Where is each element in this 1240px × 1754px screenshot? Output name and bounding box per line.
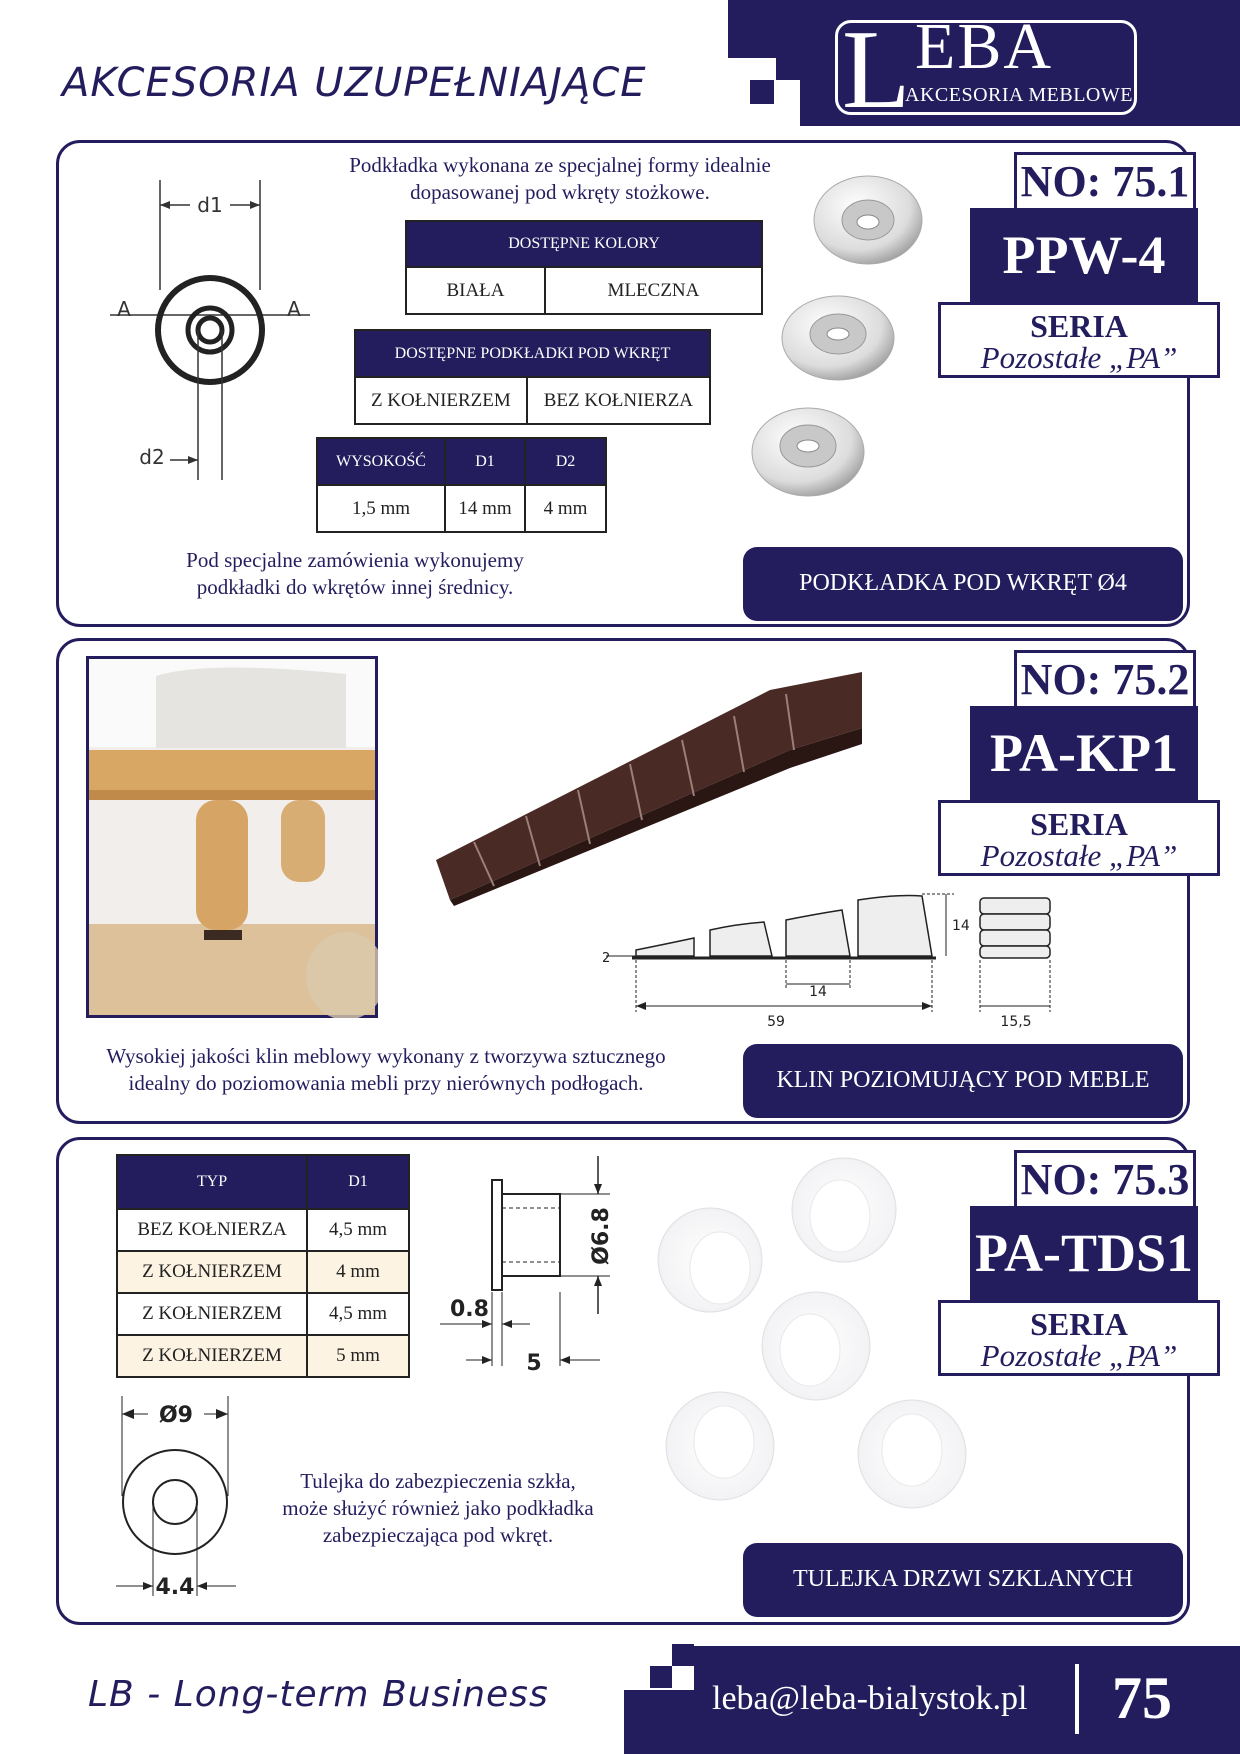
d2-label: d2 <box>139 445 165 469</box>
d1-header: D1 <box>307 1155 409 1209</box>
sleeve-side-drawing <box>430 1150 630 1380</box>
washer-drawing <box>110 170 320 490</box>
washer-with-flange: Z KOŁNIERZEM <box>355 377 527 424</box>
series-label: SERIA <box>1030 308 1128 344</box>
dims-d2: 4 mm <box>525 485 606 532</box>
product-code: PA-TDS1 <box>970 1206 1198 1302</box>
series-box <box>938 800 1220 876</box>
decor-square <box>776 56 800 80</box>
logo-letter: L <box>842 8 911 132</box>
outer-diameter-label: Ø9 <box>158 1403 194 1428</box>
washers-table <box>354 329 711 425</box>
series-name: Pozostałe „PA” <box>980 340 1178 375</box>
washer-without-flange: BEZ KOŁNIERZA <box>527 377 710 424</box>
footer-tagline: LB - Long-term Business <box>88 1674 549 1715</box>
a-left-label: A <box>117 297 131 321</box>
sleeve-photo <box>658 1208 762 1312</box>
product-number: NO: 75.2 <box>1014 650 1196 708</box>
series-box <box>938 302 1220 378</box>
decor-square <box>672 1644 694 1666</box>
series-name: Pozostałe „PA” <box>980 1338 1178 1373</box>
wedge-drawing <box>596 880 1056 1030</box>
sleeve-photo <box>792 1158 896 1262</box>
wedge-width: 15,5 <box>1000 1014 1032 1030</box>
description: Wysokiej jakości klin meblowy wykonany z tworzywa sztucznego idealny do poziomowania mebli przy nierównych podłogach. <box>106 1044 666 1095</box>
header-step <box>728 0 808 58</box>
washer-photo <box>782 296 894 380</box>
description: Tulejka do zabezpieczenia szkła, może służyć również jako podkładka zabezpieczająca pod wkręt. <box>282 1469 594 1547</box>
product-name: KLIN POZIOMUJĄCY POD MEBLE <box>743 1044 1183 1118</box>
logo-letters: EBA <box>915 10 1053 83</box>
dims-header-height: WYSOKOŚĆ <box>317 438 445 485</box>
washer-photo <box>752 408 864 496</box>
sleeve-length-label: 5 <box>526 1351 542 1376</box>
wedge-h-big: 14 <box>952 918 970 934</box>
series-label: SERIA <box>1030 1306 1128 1342</box>
color-milky: MLECZNA <box>545 267 762 314</box>
product-name: PODKŁADKA POD WKRĘT Ø4 <box>743 547 1183 621</box>
washer-photos <box>740 170 930 510</box>
sleeve-photo <box>666 1392 774 1500</box>
product-code: PPW-4 <box>970 208 1198 304</box>
sleeve-front-drawing <box>112 1396 242 1606</box>
dims-table <box>316 437 607 533</box>
washer-photo <box>814 176 922 264</box>
footer-step <box>624 1690 696 1754</box>
type-cell: Z KOŁNIERZEM <box>117 1335 307 1377</box>
washers-header: DOSTĘPNE PODKŁADKI POD WKRĘT <box>355 330 710 377</box>
sleeve-photo <box>858 1400 966 1508</box>
type-header: TYP <box>117 1155 307 1209</box>
sleeve-diameter-label: Ø6.8 <box>589 1207 614 1265</box>
furniture-photo <box>86 656 378 1018</box>
description-bottom: Pod specjalne zamówienia wykonujemy podkładki do wkrętów innej średnicy. <box>186 548 524 599</box>
wedge-length: 59 <box>767 1014 785 1030</box>
page-title: AKCESORIA UZUPEŁNIAJĄCE <box>62 60 647 106</box>
d1-cell: 4,5 mm <box>307 1209 409 1251</box>
inner-diameter-label: 4.4 <box>155 1575 195 1600</box>
logo-subtitle: AKCESORIA MEBLOWE <box>905 84 1133 106</box>
type-cell: BEZ KOŁNIERZA <box>117 1209 307 1251</box>
dims-height: 1,5 mm <box>317 485 445 532</box>
series-label: SERIA <box>1030 806 1128 842</box>
wedge-step: 14 <box>809 984 827 1000</box>
wedge-h-small: 2 <box>602 951 611 966</box>
type-cell: Z KOŁNIERZEM <box>117 1251 307 1293</box>
d1-cell: 4 mm <box>307 1251 409 1293</box>
description-top: Podkładka wykonana ze specjalnej formy idealnie dopasowanej pod wkręty stożkowe. <box>349 153 771 204</box>
product-number: NO: 75.1 <box>1014 152 1196 210</box>
a-right-label: A <box>287 297 301 321</box>
d1-label: d1 <box>197 193 223 217</box>
page-number: 75 <box>1112 1665 1172 1731</box>
series-box <box>938 1300 1220 1376</box>
product-name: TULEJKA DRZWI SZKLANYCH <box>743 1543 1183 1617</box>
footer-email[interactable]: leba@leba-bialystok.pl <box>712 1680 1028 1717</box>
footer-separator <box>1075 1664 1079 1734</box>
wedge-photo <box>430 660 870 910</box>
dims-header-d1: D1 <box>445 438 525 485</box>
dims-d1: 14 mm <box>445 485 525 532</box>
sleeve-photos <box>650 1150 980 1520</box>
type-cell: Z KOŁNIERZEM <box>117 1293 307 1335</box>
dims-header-d2: D2 <box>525 438 606 485</box>
color-white: BIAŁA <box>406 267 545 314</box>
colors-header: DOSTĘPNE KOLORY <box>406 221 762 267</box>
decor-square <box>750 80 774 104</box>
product-code: PA-KP1 <box>970 706 1198 802</box>
series-name: Pozostałe „PA” <box>980 838 1178 873</box>
product-number: NO: 75.3 <box>1014 1150 1196 1208</box>
decor-square <box>650 1666 672 1688</box>
colors-table <box>405 220 763 315</box>
d1-cell: 4,5 mm <box>307 1293 409 1335</box>
d1-cell: 5 mm <box>307 1335 409 1377</box>
flange-label: 0.8 <box>450 1297 489 1322</box>
type-table <box>116 1154 410 1378</box>
sleeve-photo <box>762 1292 870 1400</box>
